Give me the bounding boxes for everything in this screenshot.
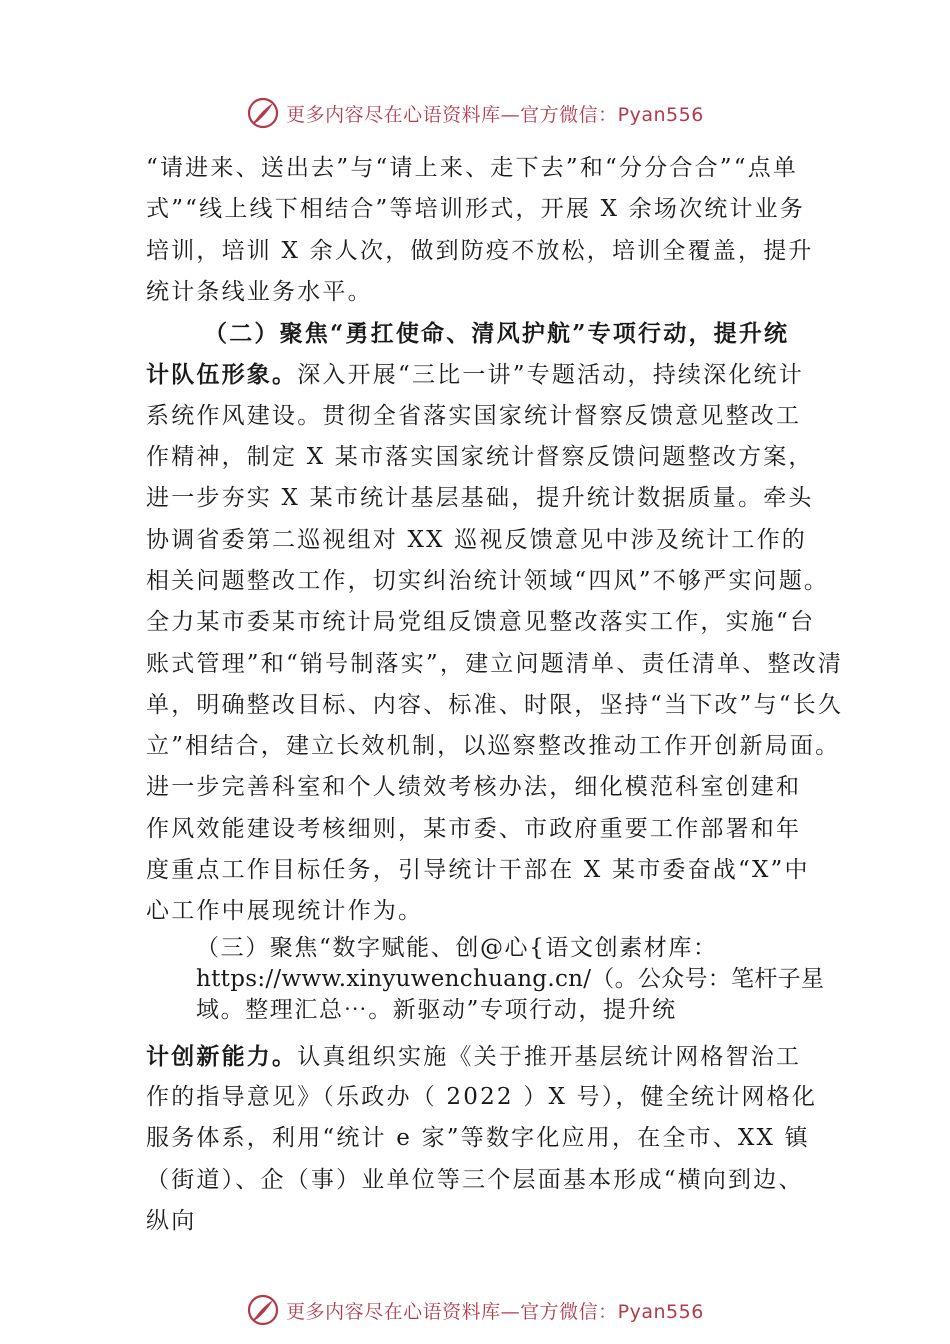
wechat-id: Pyan556 [617, 103, 704, 126]
heading-line: 域。整理汇总⋯。新驱动”专项行动，提升统 [196, 996, 677, 1023]
section-3-heading [146, 933, 846, 1026]
text-line: 协调省委第二巡视组对 XX 巡视反馈意见中涉及统计工作的 [146, 526, 807, 553]
text-line: 全力某市委某市统计局党组反馈意见整改落实工作，实施“台 [146, 609, 816, 636]
text-line: 培训，培训 X 余人次，做到防疫不放松，培训全覆盖，提升 [146, 237, 814, 264]
document-body [146, 148, 846, 1242]
section-2 [146, 313, 846, 932]
text-line: 服务体系，利用“统计 e 家”等数字化应用，在全市、XX 镇 [146, 1125, 810, 1152]
section-2-heading: （二）聚焦“勇扛使命、清风护航”专项行动，提升统 [204, 320, 790, 348]
text-line: 单，明确整改目标、内容、标准、时限，坚持“当下改”与“长久 [146, 691, 844, 718]
section-2-heading-tail: 计队伍形象。 [146, 361, 298, 389]
text-line: 度重点工作目标任务，引导统计干部在 X 某市委奋战“X”中 [146, 857, 810, 884]
text-line: 进一步完善科室和个人绩效考核办法，细化模范科室创建和 [146, 774, 802, 801]
text-line: 账式管理”和“销号制落实”，建立问题清单、责任清单、整改清 [146, 650, 844, 677]
text-line: （街道）、企（事）业单位等三个层面基本形成“横向到边、 [146, 1166, 804, 1193]
quill-circle-logo-icon [246, 1293, 280, 1327]
text-line: 式”“线上线下相结合”等培训形式，开展 X 余场次统计业务 [146, 196, 806, 223]
text-line: 作风效能建设考核细则，某市委、市政府重要工作部署和年 [146, 815, 802, 842]
banner-text: 更多内容尽在心语资料库—官方微信：Pyan556 [286, 1300, 704, 1323]
section-3-lead: 认真组织实施《关于推开基层统计网格智治工 [297, 1043, 802, 1070]
quill-circle-logo-icon [246, 96, 280, 130]
heading-line-url: https://www.xinyuwenchuang.cn/（。公众号：笔杆子星 [196, 965, 825, 992]
footer-banner [0, 1290, 950, 1330]
text-line: 进一步夯实 X 某市统计基层基础，提升统计数据质量。牵头 [146, 485, 814, 512]
text-line: 立”相结合，建立长效机制，以巡察整改推动工作开创新局面。 [146, 733, 841, 760]
section-3-heading-tail: 计创新能力。 [146, 1042, 298, 1070]
text-line: 统计条线业务水平。 [146, 278, 373, 305]
text-line: 作的指导意见》（乐政办（ 2022 ）X 号），健全统计网格化 [146, 1083, 818, 1110]
heading-line: （三）聚焦“数字赋能、创@心{语文创素材库： [196, 934, 718, 961]
text-line: 纵向 [146, 1207, 197, 1234]
banner-text: 更多内容尽在心语资料库—官方微信：Pyan556 [286, 103, 704, 126]
section-3 [146, 1036, 846, 1242]
text-line [146, 1036, 846, 1077]
section-2-lead: 深入开展“三比一讲”专题活动，持续深化统计 [297, 362, 804, 389]
text-line: 心工作中展现统计作为。 [146, 898, 424, 925]
text-line: “请进来、送出去”与“请上来、走下去”和“分分合合”“点单 [146, 155, 799, 181]
header-banner [0, 93, 950, 133]
text-line [146, 354, 846, 395]
paragraph-continued [146, 148, 846, 313]
text-line: 相关问题整改工作，切实纠治统计领域“四风”不够严实问题。 [146, 567, 830, 594]
wechat-id: Pyan556 [617, 1300, 704, 1323]
text-line: 作精神，制定 X 某市落实国家统计督察反馈问题整改方案， [146, 444, 814, 471]
text-line: 系统作风建设。贯彻全省落实国家统计督察反馈意见整改工 [146, 402, 802, 429]
